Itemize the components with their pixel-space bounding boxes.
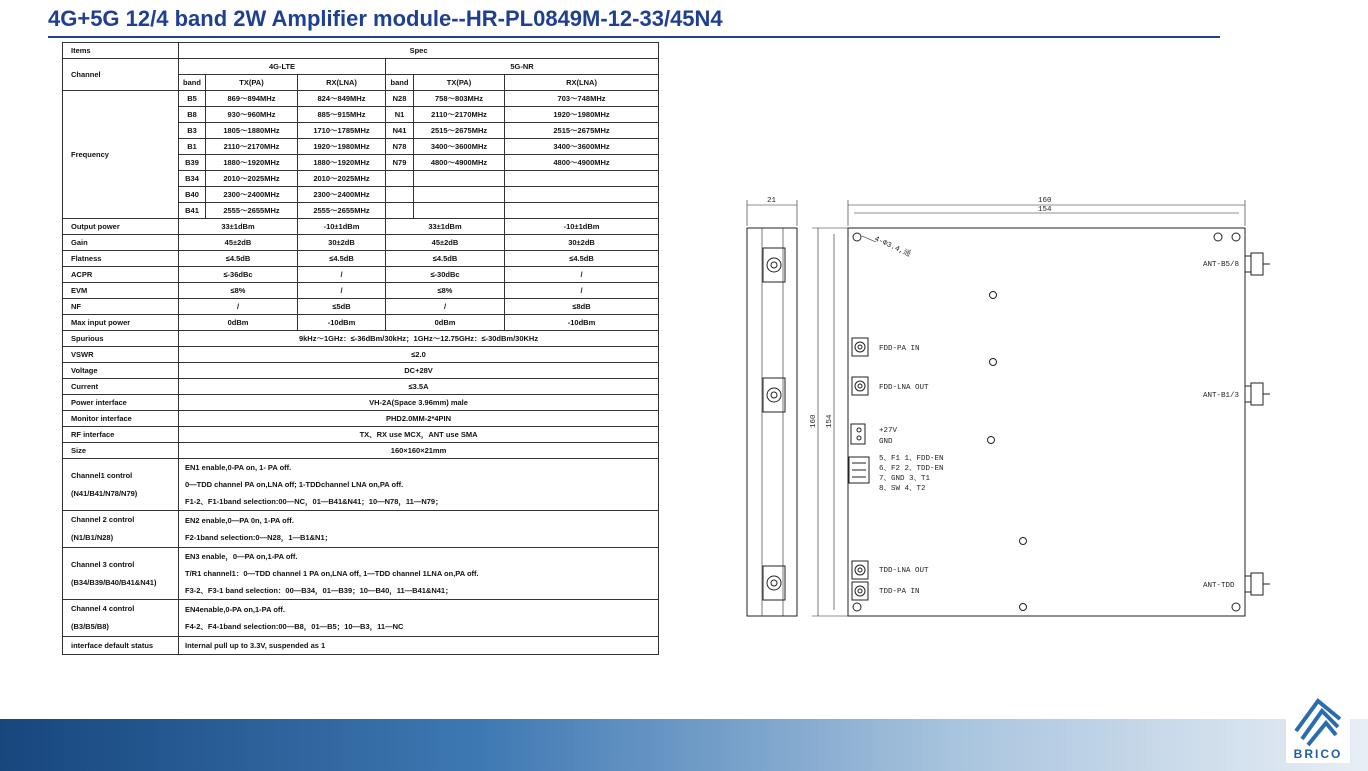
nr-tx-cell: 758～803MHz <box>414 91 505 107</box>
lte-band-cell: B34 <box>179 171 206 187</box>
lte-tx-value: ≤8% <box>179 283 298 299</box>
lte-tx-cell: 2110～2170MHz <box>206 139 298 155</box>
control-label-cell <box>63 511 179 548</box>
ant-tdd-label: ANT-TDD <box>1203 582 1235 590</box>
row-value: ≤3.5A <box>179 379 659 395</box>
spec-header: Spec <box>179 43 659 59</box>
nr-tx-cell: 2110～2170MHz <box>414 107 505 123</box>
mount-hole <box>853 603 861 611</box>
lte-band-cell: B3 <box>179 123 206 139</box>
nr-band-cell: N78 <box>386 139 414 155</box>
row-label: Voltage <box>63 363 179 379</box>
nr-tx-value: 33±1dBm <box>386 219 505 235</box>
lte-rx-header: RX(LNA) <box>298 75 386 91</box>
general-row <box>63 443 659 459</box>
tdd-lna-out-label: TDD-LNA OUT <box>879 567 929 575</box>
lte-rx-cell: 1880～1920MHz <box>298 155 386 171</box>
footer-bar <box>0 719 1368 771</box>
nr-tx-value: ≤8% <box>386 283 505 299</box>
control-description <box>179 511 659 548</box>
lte-rx-value: / <box>298 283 386 299</box>
mechanical-drawing <box>735 188 1280 628</box>
control-description <box>179 548 659 600</box>
pin-label-2: 6、F2 2、TDD-EN <box>879 465 944 473</box>
fdd-lna-out-label: FDD-LNA OUT <box>879 384 929 392</box>
nr-tx-value: / <box>386 299 505 315</box>
nr-band-cell: N28 <box>386 91 414 107</box>
nr-band-cell: N1 <box>386 107 414 123</box>
dim-vertical-outer: 160 <box>810 414 818 428</box>
lte-band-cell: B39 <box>179 155 206 171</box>
lte-rx-value: ≤5dB <box>298 299 386 315</box>
control-sublabel: (N41/B41/N78/N79) <box>71 488 138 498</box>
control-label: Channel 4 control <box>71 604 135 613</box>
performance-row <box>63 299 659 315</box>
control-line: EN3 enable，0—PA on,1-PA off. <box>185 552 298 561</box>
frequency-label: Frequency <box>63 91 179 219</box>
lte-tx-cell: 2010～2025MHz <box>206 171 298 187</box>
nr-tx-cell <box>414 171 505 187</box>
row-value: DC+28V <box>179 363 659 379</box>
channel-row <box>63 59 659 75</box>
lte-rx-cell: 1920～1980MHz <box>298 139 386 155</box>
lte-rx-value: -10±1dBm <box>298 219 386 235</box>
nr-band-header: band <box>386 75 414 91</box>
row-label: Monitor interface <box>63 411 179 427</box>
nr-rx-header: RX(LNA) <box>505 75 659 91</box>
control-line: EN2 enable,0—PA 0n, 1-PA off. <box>185 516 294 525</box>
nr-band-cell: N79 <box>386 155 414 171</box>
mount-hole <box>1232 233 1240 241</box>
nr-rx-value: ≤4.5dB <box>505 251 659 267</box>
control-description <box>179 600 659 637</box>
lte-rx-cell: 2300～2400MHz <box>298 187 386 203</box>
row-label: ACPR <box>63 267 179 283</box>
lte-tx-value: ≤-36dBc <box>179 267 298 283</box>
general-row <box>63 363 659 379</box>
performance-row <box>63 251 659 267</box>
control-line: T/R1 channel1：0—TDD channel 1 PA on,LNA off, 1—TDD channel 1LNA on,PA off. <box>185 569 479 578</box>
pin-label-4: 8、SW 4、T2 <box>879 485 926 493</box>
general-row <box>63 347 659 363</box>
row-value: 9kHz～1GHz：≤-36dBm/30kHz；1GHz～12.75GHz：≤-30dBm/30KHz <box>179 331 659 347</box>
control-line: 0—TDD channel PA on,LNA off; 1-TDDchannel LNA on,PA off. <box>185 480 404 489</box>
page-title: 4G+5G 12/4 band 2W Amplifier module--HR-PL0849M-12-33/45N4 <box>48 6 723 31</box>
lte-tx-value: 33±1dBm <box>179 219 298 235</box>
control-sublabel: (B34/B39/B40/B41&N41) <box>71 577 157 587</box>
general-row <box>63 411 659 427</box>
row-label: Gain <box>63 235 179 251</box>
monitor-connector <box>849 457 869 483</box>
nr-band-cell <box>386 171 414 187</box>
default-status-row <box>63 637 659 655</box>
row-label: Spurious <box>63 331 179 347</box>
nr-tx-value: 0dBm <box>386 315 505 331</box>
nr-rx-cell: 2515～2675MHz <box>505 123 659 139</box>
row-value: PHD2.0MM-2*4PIN <box>179 411 659 427</box>
row-label: Power interface <box>63 395 179 411</box>
lte-rx-cell: 1710～1785MHz <box>298 123 386 139</box>
tdd-pa-in-port <box>852 582 868 600</box>
control-sublabel: (B3/B5/B8) <box>71 622 109 631</box>
row-label: Current <box>63 379 179 395</box>
front-view-outline <box>848 228 1245 616</box>
power-connector <box>851 424 865 444</box>
row-label: interface default status <box>63 637 179 655</box>
control-line: F3-2、F3-1 band selection：00—B34，01—B39；10—B40，11—B41&N41； <box>185 586 453 595</box>
power-label-1: +27V <box>879 427 898 435</box>
fdd-pa-in-port <box>852 338 868 356</box>
frequency-row <box>63 91 659 107</box>
control-label: Channel 2 control <box>71 515 135 524</box>
ant-b58-connector <box>1245 253 1270 275</box>
nr-rx-cell <box>505 203 659 219</box>
nr-band-cell: N41 <box>386 123 414 139</box>
lte-rx-value: ≤4.5dB <box>298 251 386 267</box>
ant-b13-label: ANT-B1/3 <box>1203 392 1240 400</box>
lte-tx-value: 0dBm <box>179 315 298 331</box>
general-row <box>63 427 659 443</box>
row-label: VSWR <box>63 347 179 363</box>
dim-vertical-inner: 154 <box>826 414 834 428</box>
nr-tx-value: 45±2dB <box>386 235 505 251</box>
control-label-cell <box>63 600 179 637</box>
general-row <box>63 395 659 411</box>
row-label: NF <box>63 299 179 315</box>
nr-tx-cell <box>414 203 505 219</box>
power-label-2: GND <box>879 438 893 446</box>
row-label: EVM <box>63 283 179 299</box>
lte-rx-value: -10dBm <box>298 315 386 331</box>
row-label: Max input power <box>63 315 179 331</box>
lte-tx-header: TX(PA) <box>206 75 298 91</box>
nr-band-cell <box>386 187 414 203</box>
channel-label: Channel <box>63 59 179 91</box>
control-line: F1-2、F1-1band selection:00—NC，01—B41&N41；10—N78，11—N79； <box>185 497 443 506</box>
nr-rx-cell <box>505 187 659 203</box>
lte-header: 4G-LTE <box>179 59 386 75</box>
hole-note: 4-Φ3.4,通 <box>872 235 912 260</box>
side-connector-mid <box>763 378 785 412</box>
control-line: EN4enable,0-PA on,1-PA off. <box>185 605 286 614</box>
control-row <box>63 600 659 637</box>
dim-top-inner: 154 <box>1038 206 1052 214</box>
performance-row <box>63 315 659 331</box>
lte-rx-value: 30±2dB <box>298 235 386 251</box>
control-row <box>63 511 659 548</box>
nr-tx-cell: 2515～2675MHz <box>414 123 505 139</box>
ant-tdd-connector <box>1245 573 1270 595</box>
lte-tx-value: 45±2dB <box>179 235 298 251</box>
nr-rx-cell: 1920～1980MHz <box>505 107 659 123</box>
general-row <box>63 331 659 347</box>
performance-row <box>63 219 659 235</box>
row-label: Flatness <box>63 251 179 267</box>
control-sublabel: (N1/B1/N28) <box>71 533 114 542</box>
row-label: RF interface <box>63 427 179 443</box>
pin-label-1: 5、F1 1、FDD-EN <box>879 455 944 463</box>
pin-label-3: 7、GND 3、T1 <box>879 475 931 483</box>
lte-tx-value: ≤4.5dB <box>179 251 298 267</box>
control-line: EN1 enable,0-PA on, 1- PA off. <box>185 463 292 472</box>
row-value: Internal pull up to 3.3V, suspended as 1 <box>179 637 659 655</box>
nr-rx-value: -10dBm <box>505 315 659 331</box>
ant-b13-connector <box>1245 383 1270 405</box>
control-description <box>179 459 659 511</box>
control-line: F2-1band selection:0—N28，1—B1&N1； <box>185 533 333 542</box>
control-label: Channel1 control <box>71 470 133 480</box>
control-row <box>63 459 659 511</box>
side-connector-top <box>763 248 785 282</box>
tdd-pa-in-label: TDD-PA IN <box>879 588 920 596</box>
performance-row <box>63 283 659 299</box>
header-row <box>63 43 659 59</box>
lte-tx-cell: 1805～1880MHz <box>206 123 298 139</box>
lte-band-cell: B1 <box>179 139 206 155</box>
side-view-outline <box>747 228 797 616</box>
lte-band-cell: B8 <box>179 107 206 123</box>
lte-rx-value: / <box>298 267 386 283</box>
title-divider <box>48 36 1220 38</box>
row-value: TX、RX use MCX，ANT use SMA <box>179 427 659 443</box>
lte-band-cell: B5 <box>179 91 206 107</box>
row-value: VH-2A(Space 3.96mm) male <box>179 395 659 411</box>
nr-tx-header: TX(PA) <box>414 75 505 91</box>
lte-tx-cell: 869～894MHz <box>206 91 298 107</box>
lte-tx-cell: 2555～2655MHz <box>206 203 298 219</box>
control-label-cell <box>63 548 179 600</box>
control-label-cell <box>63 459 179 511</box>
nr-rx-cell: 703～748MHz <box>505 91 659 107</box>
lte-rx-cell: 2555～2655MHz <box>298 203 386 219</box>
nr-tx-value: ≤-30dBc <box>386 267 505 283</box>
nr-tx-value: ≤4.5dB <box>386 251 505 267</box>
logo-text: BRICO <box>1293 747 1343 761</box>
mount-hole <box>1232 603 1240 611</box>
lte-band-cell: B40 <box>179 187 206 203</box>
nr-rx-value: ≤8dB <box>505 299 659 315</box>
row-label: Size <box>63 443 179 459</box>
lte-rx-cell: 2010～2025MHz <box>298 171 386 187</box>
lte-band-header: band <box>179 75 206 91</box>
side-connector-bottom <box>763 566 785 600</box>
spec-table <box>62 42 659 655</box>
dim-side-width: 21 <box>767 197 777 205</box>
nr-rx-value: / <box>505 283 659 299</box>
control-row <box>63 548 659 600</box>
control-label: Channel 3 control <box>71 559 135 569</box>
ant-b58-label: ANT-B5/8 <box>1203 261 1240 269</box>
nr-rx-value: 30±2dB <box>505 235 659 251</box>
lte-tx-cell: 2300～2400MHz <box>206 187 298 203</box>
lte-tx-cell: 1880～1920MHz <box>206 155 298 171</box>
row-value: ≤2.0 <box>179 347 659 363</box>
nr-tx-cell: 3400～3600MHz <box>414 139 505 155</box>
nr-rx-cell: 4800～4900MHz <box>505 155 659 171</box>
performance-row <box>63 235 659 251</box>
nr-band-cell <box>386 203 414 219</box>
general-row <box>63 379 659 395</box>
performance-row <box>63 267 659 283</box>
nr-tx-cell: 4800～4900MHz <box>414 155 505 171</box>
nr-rx-value: -10±1dBm <box>505 219 659 235</box>
fdd-lna-out-port <box>852 377 868 395</box>
tdd-lna-out-port <box>852 561 868 579</box>
brico-logo-icon <box>1286 691 1350 747</box>
nr-rx-cell: 3400～3600MHz <box>505 139 659 155</box>
nr-tx-cell <box>414 187 505 203</box>
lte-rx-cell: 885～915MHz <box>298 107 386 123</box>
row-label: Output power <box>63 219 179 235</box>
lte-tx-cell: 930～960MHz <box>206 107 298 123</box>
nr-header: 5G-NR <box>386 59 659 75</box>
nr-rx-value: / <box>505 267 659 283</box>
control-line: F4-2、F4-1band selection:00—B8，01—B5；10—B3，11—NC <box>185 622 404 631</box>
lte-band-cell: B41 <box>179 203 206 219</box>
nr-rx-cell <box>505 171 659 187</box>
fdd-pa-in-label: FDD-PA IN <box>879 345 920 353</box>
dim-top-outer: 160 <box>1038 197 1052 205</box>
items-header: Items <box>63 43 179 59</box>
row-value: 160×160×21mm <box>179 443 659 459</box>
mount-hole <box>853 233 861 241</box>
brand-logo <box>1286 687 1350 763</box>
lte-tx-value: / <box>179 299 298 315</box>
lte-rx-cell: 824～849MHz <box>298 91 386 107</box>
